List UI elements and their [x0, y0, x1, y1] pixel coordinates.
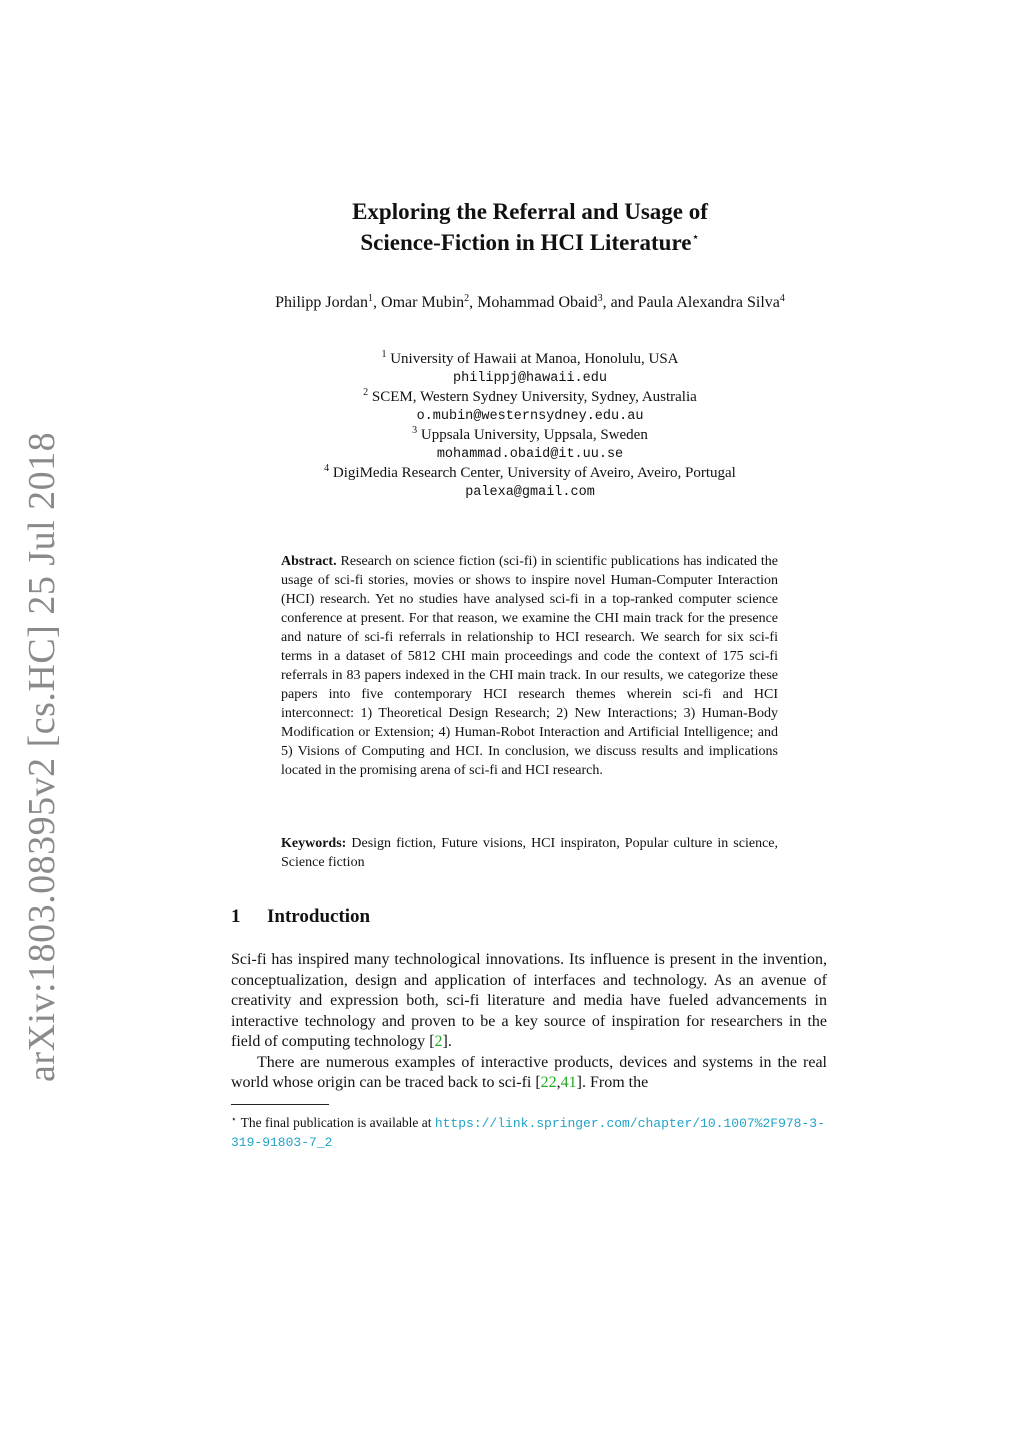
author-affil-mark: 1 — [368, 293, 374, 304]
footnote-text: The final publication is available at — [240, 1115, 435, 1130]
title-line-1: Exploring the Referral and Usage of — [352, 199, 708, 224]
keywords — [281, 834, 778, 872]
abstract-text: Research on science fiction (sci-fi) in scientific publications has indicated the usage of sci-fi stories, movies or shows to inspire novel Human-Computer Interaction (HCI) research. Yet no studies have analysed sci-fi in a top-ranked computer science conference at present. For that reason, we examine the CHI main track for the presence and nature of sci-fi referrals in relationship to HCI research. We search for six sci-fi terms in a dataset of 5812 CHI main proceedings and code the context of 175 sci-fi referrals in 83 papers indexed in the CHI main track. In our results, we categorize these papers into five contemporary HCI research themes wherein sci-fi and HCI interconnect: 1) Theoretical Design Research; 2) New Interactions; 3) Human-Body Modification or Extension; 4) Human-Robot Interaction and Artificial Intelligence; and 5) Visions of Computing and HCI. In conclusion, we discuss results and implications located in the promising arena of sci-fi and HCI research. — [281, 554, 779, 778]
body-text — [231, 950, 827, 1094]
affiliation — [230, 350, 830, 369]
affiliation — [230, 464, 830, 483]
author-email[interactable]: philippj@hawaii.edu — [453, 371, 607, 386]
affiliation-list — [230, 350, 830, 502]
bracket: [ — [535, 1074, 541, 1091]
section-heading — [231, 906, 370, 928]
author-email[interactable]: palexa@gmail.com — [465, 485, 595, 500]
author-name: Mohammad Obaid — [477, 294, 598, 311]
author-separator: , — [373, 294, 382, 311]
footnote-rule — [231, 1104, 329, 1105]
keywords-label: Keywords: — [281, 836, 347, 851]
abstract — [281, 552, 778, 780]
paragraph-text-tail: ]. From the — [576, 1074, 649, 1091]
title-line-2-text: Science-Fiction in HCI Literature — [360, 230, 692, 255]
section-title: Introduction — [267, 906, 371, 927]
affiliation — [230, 388, 830, 407]
affiliation — [230, 426, 830, 445]
paragraph — [231, 950, 827, 1053]
affiliation-name: DigiMedia Research Center, University of Aveiro, Aveiro, Portugal — [332, 465, 736, 481]
abstract-label: Abstract. — [281, 554, 337, 569]
arxiv-identifier: arXiv:1803.08395v2 [cs.HC] 25 Jul 2018 — [21, 431, 63, 1083]
title-footnote-mark: ⋆ — [691, 229, 700, 244]
paper-title — [230, 196, 830, 258]
author-affil-mark: 2 — [464, 293, 470, 304]
author-separator: , — [469, 294, 478, 311]
title-line-2 — [230, 227, 830, 258]
affiliation-name: University of Hawaii at Manoa, Honolulu, USA — [390, 351, 679, 367]
citation-link[interactable]: 41 — [560, 1074, 577, 1091]
author-name: Omar Mubin — [381, 294, 465, 311]
keywords-text: Design fiction, Future visions, HCI inspiraton, Popular culture in science, Science fiction — [281, 836, 778, 870]
section-number: 1 — [231, 906, 241, 927]
affiliation-mark: 4 — [324, 463, 330, 474]
paragraph — [231, 1053, 827, 1094]
footnote-mark: ⋆ — [231, 1114, 237, 1124]
citation-link[interactable]: 22 — [540, 1074, 557, 1091]
author-email[interactable]: o.mubin@westernsydney.edu.au — [416, 409, 644, 424]
affiliation-mark: 2 — [363, 387, 369, 398]
author-list — [230, 292, 830, 313]
bracket: ]. — [442, 1033, 452, 1050]
paragraph-text: Sci-fi has inspired many technological innovations. Its influence is present in the invention, conceptualization, design and application of interfaces and technology. As an avenue of creativity and expression both, sci-fi literature and media have fueled advancements in interactive technology and proven to be a key source of inspiration for researchers in the field of computing technology — [231, 951, 827, 1050]
paragraph-text: There are numerous examples of interactive products, devices and systems in the real world whose origin can be traced back to sci-fi — [231, 1053, 827, 1091]
footnote — [231, 1110, 829, 1152]
author-email[interactable]: mohammad.obaid@it.uu.se — [436, 447, 624, 462]
citation-separator: , — [556, 1074, 561, 1091]
author-affil-mark: 4 — [779, 293, 785, 304]
author-separator: , and — [602, 294, 638, 311]
author-affil-mark: 3 — [597, 293, 603, 304]
affiliation-name: SCEM, Western Sydney University, Sydney, Australia — [371, 389, 697, 405]
affiliation-mark: 1 — [381, 349, 387, 360]
affiliation-mark: 3 — [412, 425, 418, 436]
author-name: Paula Alexandra Silva — [637, 294, 780, 311]
author-name: Philipp Jordan — [275, 294, 369, 311]
affiliation-name: Uppsala University, Uppsala, Sweden — [420, 427, 648, 443]
citation-link[interactable]: 2 — [434, 1033, 443, 1050]
publication-link[interactable]: https://link.springer.com/chapter/10.1007%2F978-3-319-91803-7_2 — [231, 1116, 825, 1150]
bracket: [ — [429, 1033, 435, 1050]
